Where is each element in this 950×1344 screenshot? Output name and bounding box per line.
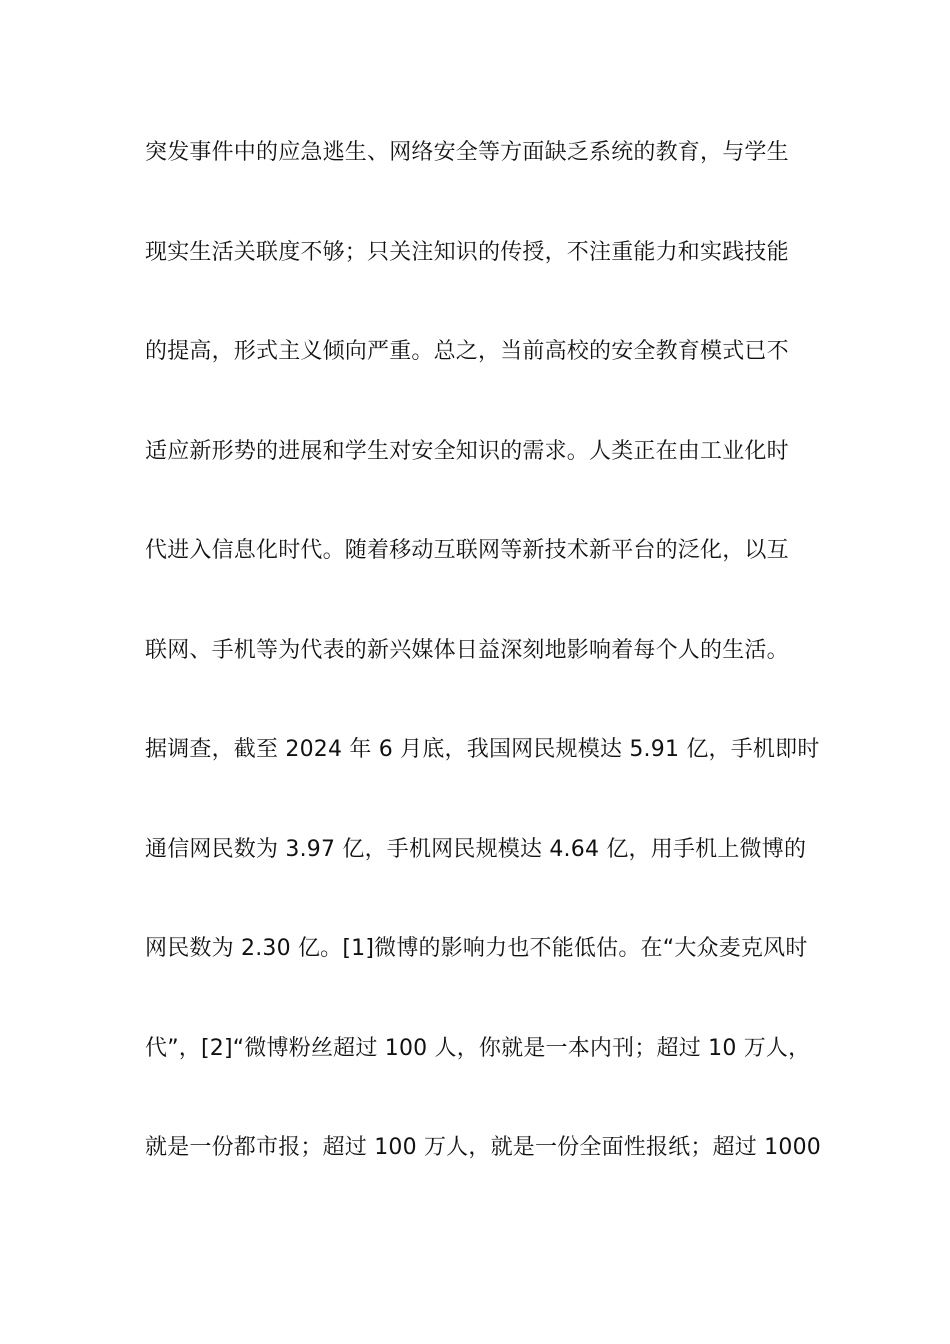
text-line: 现实生活关联度不够；只关注知识的传授，不注重能力和实践技能 [145,239,789,265]
text-line: 代进入信息化时代。随着移动互联网等新技术新平台的泛化，以互 [145,538,789,563]
text-line: 代”，[2]“微博粉丝超过 100 人，你就是一本内刊；超过 10 万人， [145,1035,811,1061]
text-line: 适应新形势的进展和学生对安全知识的需求。人类正在由工业化时 [145,438,789,464]
text-line: 突发事件中的应急逃生、网络安全等方面缺乏系统的教育，与学生 [145,140,789,165]
text-line: 联网、手机等为代表的新兴媒体日益深刻地影响着每个人的生活。 [145,637,789,663]
text-line: 据调查，截至 2024 年 6 月底，我国网民规模达 5.91 亿，手机即时 [145,737,820,762]
text-line: 网民数为 2.30 亿。[1]微博的影响力也不能低估。在“大众麦克风时 [145,936,808,961]
text-line: 就是一份都市报；超过 100 万人，就是一份全面性报纸；超过 1000 [145,1135,821,1160]
body-text [145,131,835,1226]
text-line: 的提高，形式主义倾向严重。总之，当前高校的安全教育模式已不 [145,339,789,364]
text-line: 通信网民数为 3.97 亿，手机网民规模达 4.64 亿，用手机上微博的 [145,836,807,862]
